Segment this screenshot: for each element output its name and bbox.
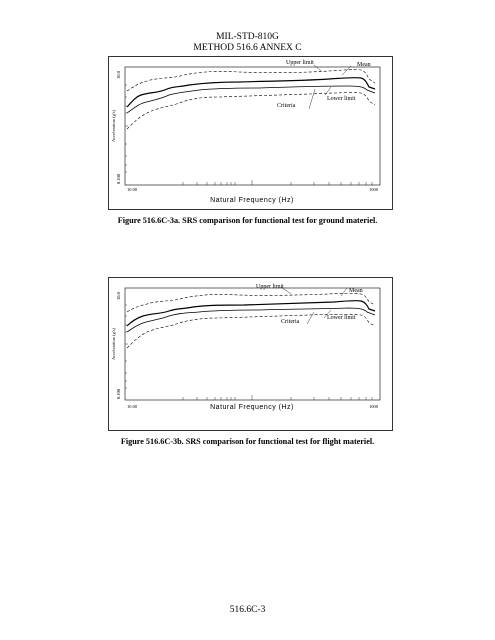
figure-a-mean-curve [127, 78, 375, 107]
figure-b-mean-curve [127, 301, 375, 326]
figure-b-label-lower: Lower limit [327, 315, 356, 321]
figure-a-upper-leader [314, 65, 321, 71]
figure-a-plot [109, 57, 392, 209]
figure-b-plot [109, 278, 392, 430]
figure-b-criteria-leader [307, 312, 314, 324]
figure-b-label-criteria: Criteria [281, 319, 300, 325]
figure-a-mean-leader [342, 66, 351, 75]
figure-a [108, 56, 393, 210]
figure-b [108, 277, 393, 431]
figure-a-lower-leader [325, 87, 331, 95]
figure-a-label-mean: Mean [357, 62, 371, 68]
figure-b-ylabel: Acceleration (g's) [111, 328, 116, 360]
figure-a-ytick-top: 10.0 [116, 71, 121, 79]
figure-b-mean-leader [341, 288, 347, 296]
figure-a-ytick-bottom: 0.100 [116, 173, 121, 185]
figure-b-caption: Figure 516.6C-3b. SRS comparison for functional test for flight materiel. [120, 437, 375, 446]
figure-a-xtick-right: 1000 [369, 187, 378, 192]
figure-a-criteria-leader [309, 89, 315, 109]
figure-b-xlabel: Natural Frequency (Hz) [210, 404, 294, 411]
figure-b-ytick-bottom: 0.100 [116, 388, 121, 400]
figure-a-label-criteria: Criteria [277, 103, 296, 109]
figure-a-label-upper: Upper limit [286, 60, 314, 66]
figure-b-label-upper: Upper limit [256, 284, 284, 290]
figure-a-caption: Figure 516.6C-3a. SRS comparison for functional test for ground materiel. [117, 216, 378, 225]
figure-a-plot-frame [125, 67, 380, 185]
figure-b-xtick-right: 1000 [369, 404, 378, 409]
figure-b-upper-limit-curve [127, 293, 375, 312]
figure-b-xtick-left: 10.00 [127, 404, 138, 409]
page-number: 516.6C-3 [229, 605, 266, 615]
figure-b-ytick-top: 10.0 [116, 292, 121, 300]
figure-b-label-mean: Mean [349, 288, 363, 294]
figure-a-xlabel: Natural Frequency (Hz) [210, 197, 294, 204]
figure-a-xtick-left: 10.00 [127, 187, 138, 192]
figure-a-label-lower: Lower limit [327, 96, 356, 102]
figure-a-ylabel: Acceleration (g's) [111, 110, 116, 142]
header-line-1: MIL-STD-810G [216, 32, 279, 42]
header-line-2: METHOD 516.6 ANNEX C [193, 43, 302, 53]
